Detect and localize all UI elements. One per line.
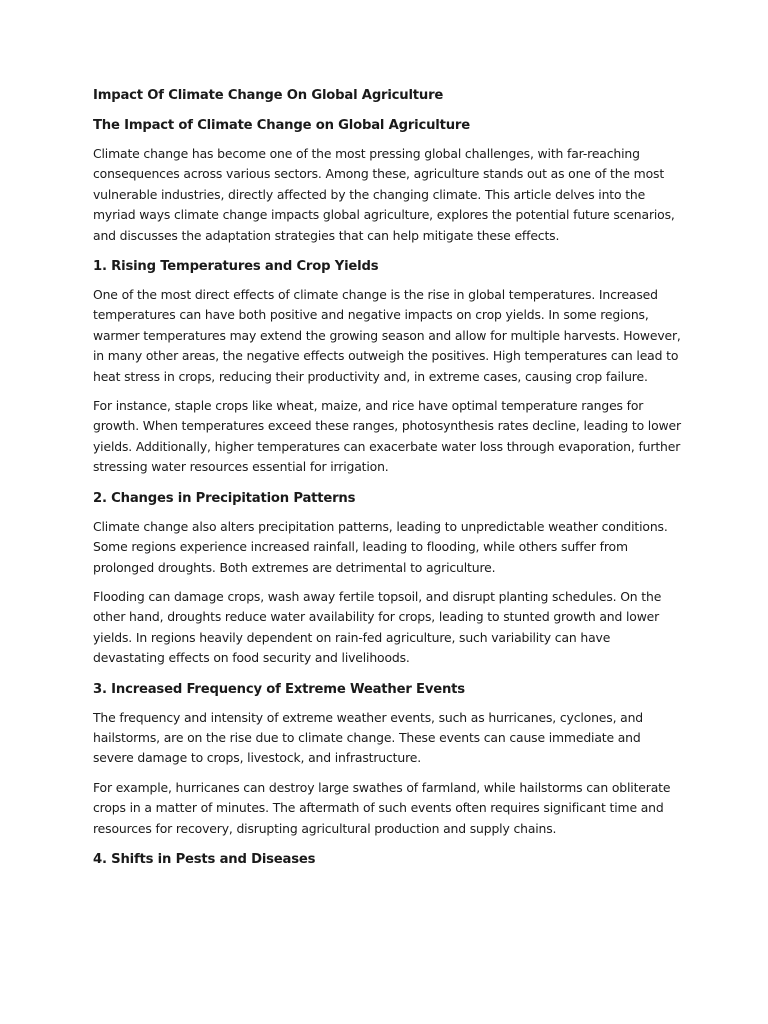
section-heading-precipitation: 2. Changes in Precipitation Patterns [93, 490, 356, 506]
section-paragraph: For instance, staple crops like wheat, maize, and rice have optimal temperature ranges for growth. When temperatures exceed these ranges, photosynthesis rates decline, leading to lower yields. Additionally, higher temperatures can exacerbate water loss through evaporation, further stressing water resources essential for irrigation. [93, 398, 681, 475]
section-paragraph: One of the most direct effects of climate change is the rise in global temperatures. Increased temperatures can have both positive and negative impacts on crop yields. In some regions, warmer temperatures may extend the growing season and allow for multiple harvests. However, in many other areas, the negative effects outweigh the positives. High temperatures can lead to heat stress in crops, reducing their productivity and, in extreme cases, causing crop failure. [93, 287, 681, 384]
section-paragraph: The frequency and intensity of extreme weather events, such as hurricanes, cyclones, and hailstorms, are on the rise due to climate change. These events can cause immediate and severe damage to crops, livestock, and infrastructure. [93, 709, 644, 766]
document-title: Impact Of Climate Change On Global Agriculture [93, 88, 444, 103]
section-heading-rising-temperatures: 1. Rising Temperatures and Crop Yields [93, 259, 379, 275]
section-heading-pests-diseases: 4. Shifts in Pests and Diseases [93, 851, 316, 867]
document-page [93, 84, 683, 878]
section-paragraph: Climate change also alters precipitation patterns, leading to unpredictable weather conditions. Some regions experience increased rainfall, leading to flooding, while others suffer from prolonged droughts. Both extremes are detrimental to agriculture. [93, 518, 668, 575]
section-paragraph: Flooding can damage crops, wash away fertile topsoil, and disrupt planting schedules. On the other hand, droughts reduce water availability for crops, leading to stunted growth and lower yields. In regions heavily dependent on rain-fed agriculture, such variability can have devastating effects on food security and livelihoods. [93, 588, 662, 666]
section-heading-extreme-weather: 3. Increased Frequency of Extreme Weather Events [93, 681, 465, 697]
intro-paragraph: Climate change has become one of the most pressing global challenges, with far-reaching consequences across various sectors. Among these, agriculture stands out as one of the most vulnerable industries, directly affected by the changing climate. This article delves into the myriad ways climate change impacts global agriculture, explores the potential future scenarios, and discusses the adaptation strategies that can help mitigate these effects. [93, 146, 675, 243]
article-title: The Impact of Climate Change on Global Agriculture [93, 118, 470, 133]
section-paragraph: For example, hurricanes can destroy large swathes of farmland, while hailstorms can obliterate crops in a matter of minutes. The aftermath of such events often requires significant time and resources for recovery, disrupting agricultural production and supply chains. [93, 779, 671, 836]
